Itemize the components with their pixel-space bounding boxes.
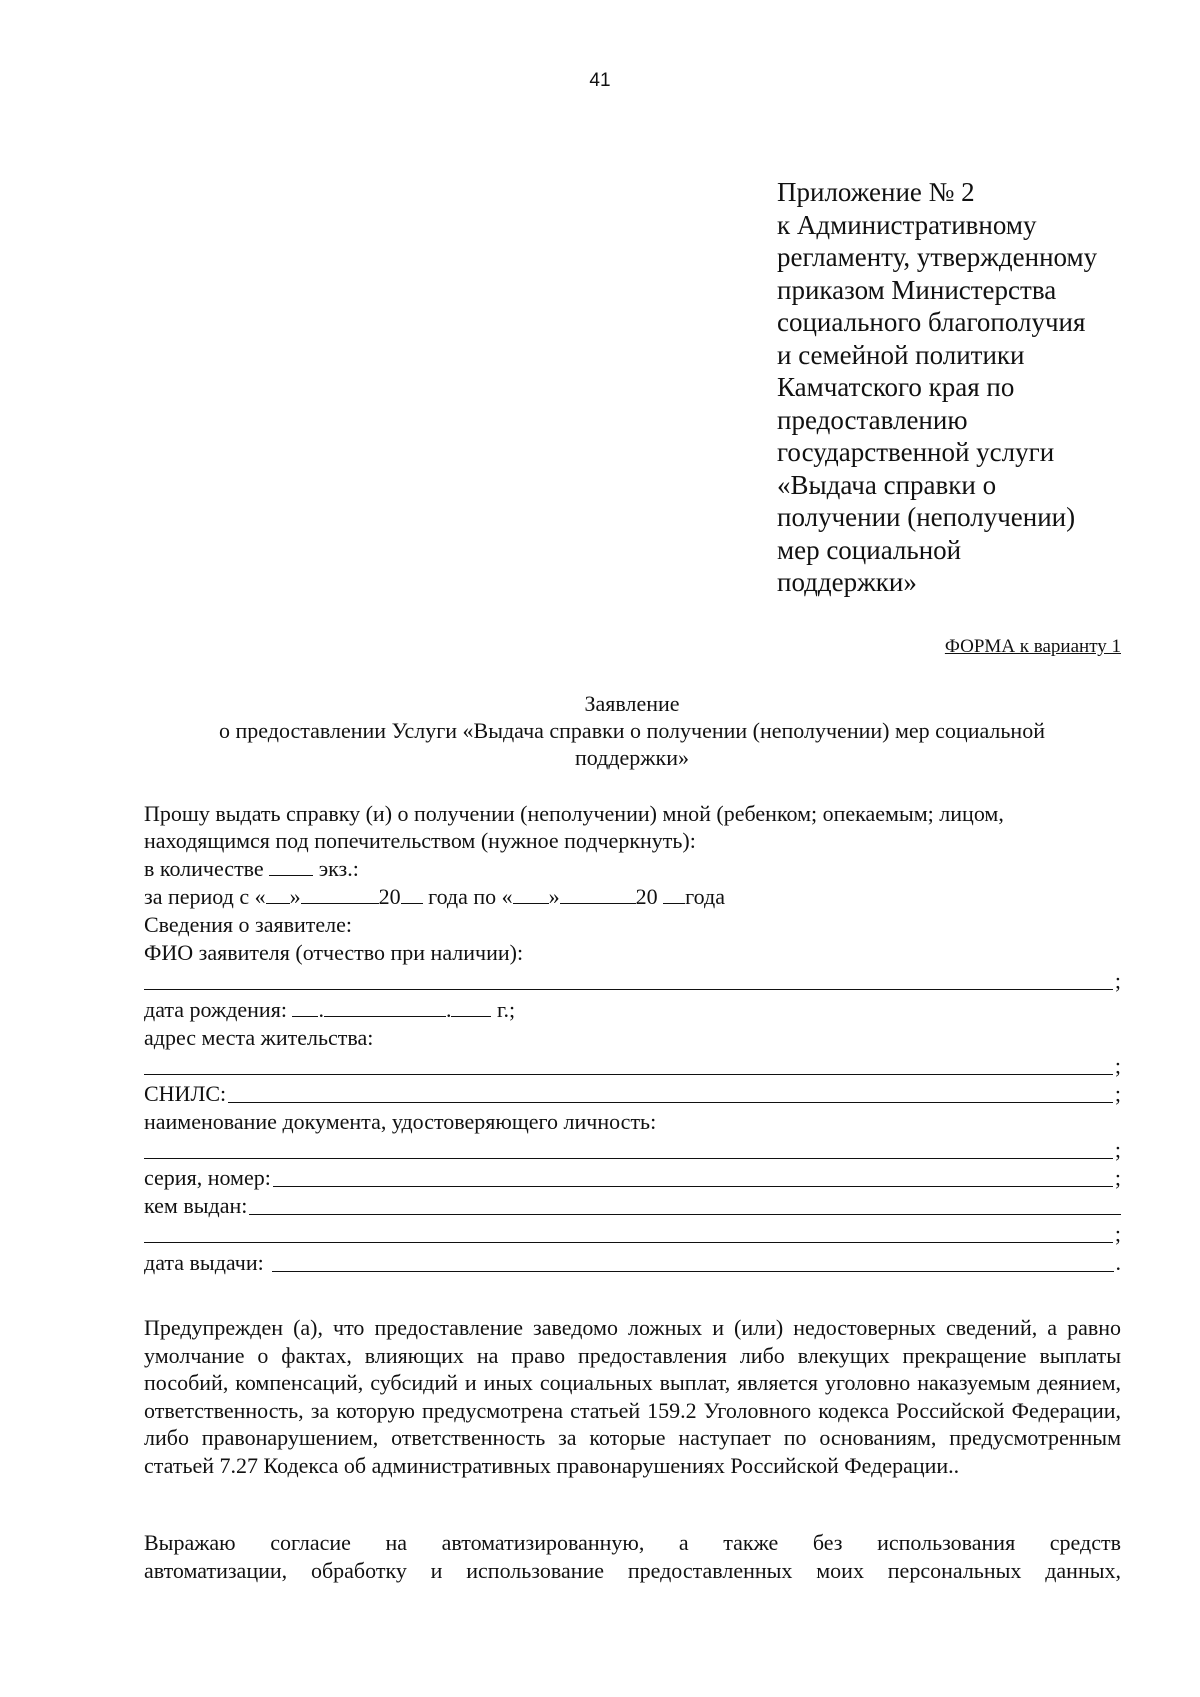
- appendix-line: Приложение № 2: [777, 177, 975, 207]
- id-doc-row: [144, 1136, 1121, 1163]
- appendix-line: государственной услуги: [777, 437, 1055, 467]
- issue-date-label: дата выдачи:: [144, 1250, 264, 1275]
- semicolon: ;: [1114, 1165, 1121, 1190]
- issue-date-row: [144, 1249, 1121, 1276]
- period-to-year-field[interactable]: [663, 885, 685, 904]
- appendix-line: поддержки»: [777, 567, 917, 597]
- quantity-unit: экз.:: [318, 856, 359, 881]
- quote-close: »: [289, 884, 301, 909]
- year-suffix: года: [685, 884, 725, 909]
- issued-by-field[interactable]: [249, 1194, 1121, 1215]
- period-from-year-field[interactable]: [401, 885, 423, 904]
- series-label: серия, номер:: [144, 1165, 271, 1190]
- issued-by-field-2[interactable]: [144, 1222, 1113, 1243]
- address-label: адрес места жительства:: [144, 1025, 374, 1050]
- appendix-line: мер социальной: [777, 534, 962, 565]
- address-field[interactable]: [144, 1054, 1113, 1075]
- id-doc-label: наименование документа, удостоверяющего личность:: [144, 1109, 657, 1134]
- issued-by-row-2: [144, 1220, 1121, 1247]
- birth-date-row: [144, 996, 515, 1023]
- period-end: .: [1115, 1250, 1121, 1275]
- address-row: [144, 1052, 1121, 1079]
- consent-line: автоматизации, обработку и использование предоставленных моих персональных данных,: [144, 1557, 1121, 1583]
- year-prefix: 20: [378, 884, 401, 909]
- semicolon: ;: [1114, 1081, 1121, 1106]
- title-line: поддержки»: [575, 745, 689, 770]
- year-prefix: 20: [635, 884, 658, 909]
- appendix-line: социального благополучия: [777, 307, 1086, 337]
- period-from-day-field[interactable]: [266, 885, 290, 904]
- quote-close: »: [548, 884, 560, 909]
- period-to-month-field[interactable]: [560, 885, 636, 904]
- appendix-block: [777, 176, 1177, 599]
- quantity-field[interactable]: [269, 857, 313, 876]
- page-number: 41: [589, 70, 611, 91]
- form-variant-label: ФОРМА к варианту 1: [944, 636, 1121, 657]
- appendix-line: «Выдача справки о: [777, 469, 997, 500]
- request-text-line: находящимся под попечительством (нужное подчеркнуть):: [144, 828, 696, 853]
- title-line: о предоставлении Услуги «Выдача справки о получении (неполучении) мер социальной: [219, 718, 1045, 743]
- issue-date-field[interactable]: [272, 1251, 1114, 1272]
- consent-line: Выражаю согласие на автоматизированную, а также без использования средств: [144, 1530, 1121, 1555]
- series-field[interactable]: [273, 1166, 1113, 1187]
- series-row: [144, 1164, 1121, 1191]
- birth-month-field[interactable]: [324, 998, 446, 1017]
- birth-day-field[interactable]: [292, 998, 318, 1017]
- id-doc-field[interactable]: [144, 1138, 1113, 1159]
- document-title: [0, 690, 1200, 771]
- appendix-line: регламенту, утвержденному: [777, 242, 1098, 272]
- dot: .: [318, 997, 324, 1022]
- quantity-row: [144, 855, 359, 882]
- snils-label: СНИЛС:: [144, 1081, 227, 1106]
- snils-field[interactable]: [228, 1082, 1113, 1103]
- snils-row: [144, 1080, 1121, 1107]
- period-to-label: года по «: [428, 884, 513, 909]
- fio-field[interactable]: [144, 969, 1113, 990]
- title-line: Заявление: [584, 691, 680, 716]
- appendix-line: получении (неполучении): [777, 502, 1076, 532]
- appendix-line: предоставлению: [777, 404, 968, 435]
- fio-row: [144, 967, 1121, 994]
- period-to-day-field[interactable]: [513, 885, 549, 904]
- issued-by-label: кем выдан:: [144, 1193, 248, 1218]
- appendix-line: Камчатского края по: [777, 372, 1015, 402]
- request-text-line: Прошу выдать справку (и) о получении (неполучении) мной (ребенком; опекаемым; лицом,: [144, 801, 1004, 826]
- warning-paragraph: Предупрежден (а), что предоставление заведомо ложных и (или) недостоверных сведений, а равно умолчание о фактах, влияющих на право предоставления либо влекущих прекращение выплаты пособий, компенсаций, субсидий и иных социальных выплат, является уголовно наказуемым деянием, ответственность, за которую предусмотрена статьей 159.2 Уголовного кодекса Российской Федерации, либо правонарушением, ответственность за которые наступает по основаниям, предусмотренным статьей 7.27 Кодекса об административных правонарушениях Российской Федерации..: [144, 1315, 1121, 1478]
- birth-date-label: дата рождения:: [144, 997, 287, 1022]
- consent-paragraph: [144, 1529, 1121, 1584]
- quantity-label: в количестве: [144, 856, 264, 881]
- period-row: [144, 883, 725, 910]
- semicolon: ;: [1114, 1221, 1121, 1246]
- appendix-line: и семейной политики: [777, 339, 1025, 370]
- appendix-line: к Административному: [777, 209, 1037, 240]
- birth-year-field[interactable]: [451, 998, 491, 1017]
- dot: .: [445, 997, 452, 1022]
- semicolon: ;: [1114, 1137, 1121, 1162]
- applicant-info-heading: Сведения о заявителе:: [144, 912, 353, 937]
- semicolon: ;: [1114, 1053, 1121, 1078]
- semicolon: ;: [1114, 968, 1121, 993]
- period-from-label: за период с «: [144, 884, 266, 909]
- appendix-line: приказом Министерства: [777, 274, 1057, 305]
- issued-by-row: [144, 1192, 1121, 1219]
- fio-label: ФИО заявителя (отчество при наличии):: [144, 940, 524, 965]
- year-abbr: г.;: [496, 997, 516, 1022]
- period-from-month-field[interactable]: [301, 885, 379, 904]
